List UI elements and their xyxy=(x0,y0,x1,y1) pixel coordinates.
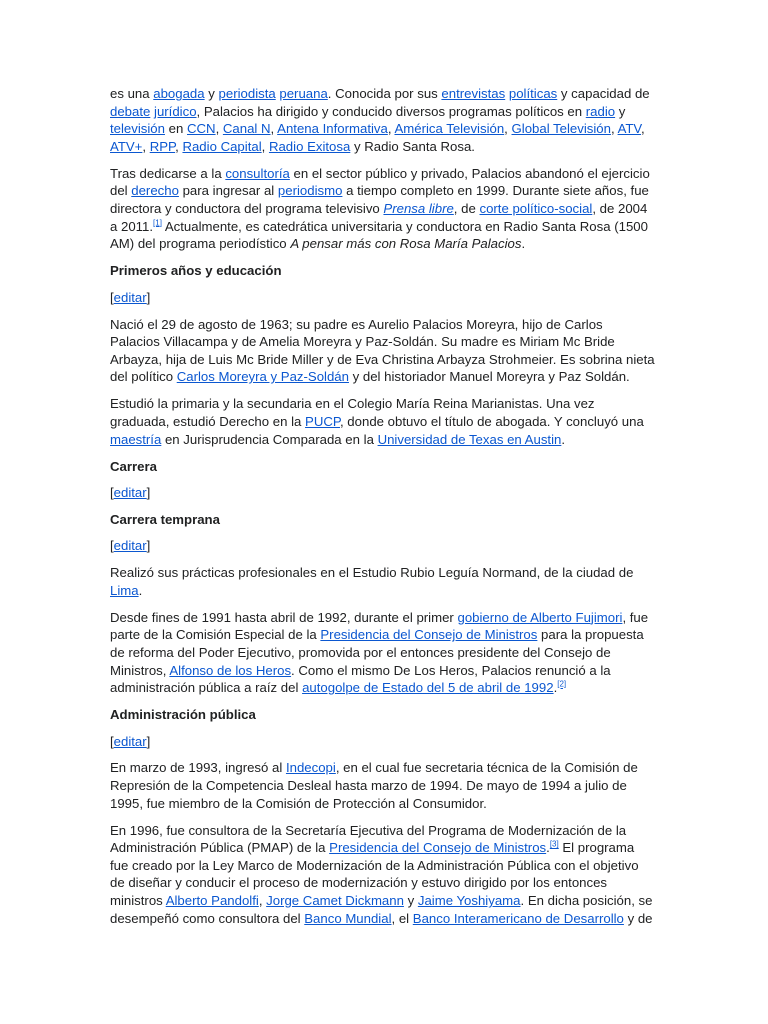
text: , xyxy=(215,121,223,137)
link-presidencia-consejo[interactable]: Presidencia del Consejo de Ministros xyxy=(320,627,538,643)
link-autogolpe[interactable]: autogolpe de Estado del 5 de abril de 1992 xyxy=(302,680,554,696)
link-politicas[interactable]: políticas xyxy=(508,86,558,101)
text: , en el cual fue secretaria técnica de la Comisión de Represión de la Competencia Desleal hasta marzo de 1994. De mayo de 1994 a julio de 1995, fue miembro de la Comisión de Protección al Consumidor. xyxy=(110,760,638,811)
text: para la propuesta de reforma del Poder Ejecutivo, promovida por el entonces presidente del Consejo de Ministros, xyxy=(110,627,644,678)
edit-link[interactable]: editar xyxy=(113,289,147,305)
text: Estudió la primaria y la secundaria en el Colegio María Reina Marianistas. Una vez graduada, estudió Derecho en la xyxy=(110,396,595,429)
text: . En dicha posición, se desempeñó como consultora del xyxy=(110,893,653,926)
link-global-television[interactable]: Global Televisión xyxy=(511,121,611,137)
text: . xyxy=(553,680,558,696)
career-summary-paragraph xyxy=(110,165,656,253)
link-atv[interactable]: ATV xyxy=(617,121,642,137)
section-heading-carrera: Carrera xyxy=(110,458,157,474)
text: y xyxy=(615,103,626,119)
reference-link[interactable]: [3] xyxy=(549,839,559,849)
text: En marzo de 1993, ingresó al xyxy=(110,760,286,776)
text: , xyxy=(387,121,395,137)
edit-link[interactable]: editar xyxy=(113,733,147,749)
program-title: A pensar más con Rosa María Palacios xyxy=(290,236,522,252)
section-heading-primeros-anos: Primeros años y educación xyxy=(110,263,282,279)
text: , xyxy=(175,138,183,154)
text: El programa fue creado por la Ley Marco de Modernización de la Administración Pública con el objetivo de diseñar y conducir el proceso de modernización y estuvo dirigido por los entonces ministros xyxy=(110,840,639,909)
edit-link[interactable]: editar xyxy=(113,485,147,501)
bracket: [ xyxy=(110,733,114,749)
link-abogada[interactable]: abogada xyxy=(153,86,205,101)
link-periodismo[interactable]: periodismo xyxy=(277,183,343,199)
link-consultoria[interactable]: consultoría xyxy=(225,165,290,181)
section-heading-carrera-temprana: Carrera temprana xyxy=(110,511,220,527)
link-entrevistas[interactable]: entrevistas xyxy=(441,86,506,101)
link-carlos-moreyra[interactable]: Carlos Moreyra y Paz-Soldán xyxy=(176,369,349,385)
link-debate[interactable]: debate xyxy=(110,103,151,119)
text: y Radio Santa Rosa. xyxy=(350,138,475,154)
education-paragraph xyxy=(110,395,656,448)
practices-paragraph xyxy=(110,564,656,599)
text: En 1996, fue consultora de la Secretaría Ejecutiva del Programa de Modernización de la Administración Pública (PMAP) de la xyxy=(110,822,627,856)
text: es una xyxy=(110,86,154,101)
text: , de 2004 a 2011. xyxy=(110,201,648,234)
text: . Conocida por sus xyxy=(327,86,442,101)
edit-section-carrera-temprana xyxy=(110,537,656,555)
link-antena-informativa[interactable]: Antena Informativa xyxy=(277,121,388,137)
link-rpp[interactable]: RPP xyxy=(149,138,176,154)
link-banco-mundial[interactable]: Banco Mundial xyxy=(304,910,392,926)
link-presidencia-consejo-2[interactable]: Presidencia del Consejo de Ministros xyxy=(329,840,547,856)
reference-link[interactable]: [2] xyxy=(557,679,567,689)
commission-paragraph xyxy=(110,609,656,697)
text: . xyxy=(546,840,550,856)
link-bid[interactable]: Banco Interamericano de Desarrollo xyxy=(412,910,624,926)
text: . xyxy=(561,431,566,447)
bracket: ] xyxy=(146,538,151,554)
link-atv-plus[interactable]: ATV+ xyxy=(110,138,143,154)
edit-section-primeros xyxy=(110,289,656,307)
bracket: ] xyxy=(146,289,151,305)
birth-paragraph xyxy=(110,316,656,386)
text: , xyxy=(610,121,618,137)
text: y capacidad de xyxy=(557,86,650,101)
text: , el xyxy=(391,910,413,926)
text: , fue parte de la Comisión Especial de la xyxy=(110,609,649,643)
link-peruana[interactable]: peruana xyxy=(279,86,328,101)
link-universidad-texas[interactable]: Universidad de Texas en Austin xyxy=(377,431,562,447)
indecopi-paragraph xyxy=(110,759,656,812)
link-derecho[interactable]: derecho xyxy=(131,183,179,199)
text: en xyxy=(164,121,187,137)
bracket: ] xyxy=(146,485,151,501)
text: , de xyxy=(453,201,480,217)
link-jorge-camet[interactable]: Jorge Camet Dickmann xyxy=(266,893,404,909)
link-prensa-libre[interactable]: Prensa libre xyxy=(383,201,454,217)
text: , xyxy=(270,121,278,137)
text: , xyxy=(142,138,150,154)
bracket: ] xyxy=(146,733,151,749)
text: Desde fines de 1991 hasta abril de 1992, durante el primer xyxy=(110,609,458,625)
reference-link[interactable]: [1] xyxy=(153,218,162,228)
reference-1 xyxy=(153,218,162,227)
edit-link[interactable]: editar xyxy=(113,538,147,554)
text: Nació el 29 de agosto de 1963; su padre es Aurelio Palacios Moreyra, hijo de Carlos Palacios Villacampa y de Amelia Moreyra y Paz-Soldán. Su madre es Miriam Mc Bride Arbayza, hija de Luis Mc Bride Miller y de Eva Christina Arbayza Strohmeier. Es sobrina nieta del político xyxy=(110,316,655,385)
link-maestria[interactable]: maestría xyxy=(110,431,162,447)
link-radio[interactable]: radio xyxy=(585,103,616,119)
text: y del historiador Manuel Moreyra y Paz Soldán. xyxy=(348,369,630,385)
text: , xyxy=(261,138,269,154)
text: . xyxy=(521,236,526,252)
link-jaime-yoshiyama[interactable]: Jaime Yoshiyama xyxy=(417,893,521,909)
link-pucp[interactable]: PUCP xyxy=(305,414,340,429)
text: y de xyxy=(623,910,653,926)
pmap-paragraph xyxy=(110,822,656,928)
text: Actualmente, es catedrática universitaria y conductora en Radio Santa Rosa (1500 AM) del programa periodístico xyxy=(110,218,648,252)
intro-paragraph xyxy=(110,85,656,155)
link-juridico[interactable]: jurídico xyxy=(154,103,197,119)
link-america-television[interactable]: América Televisión xyxy=(394,121,505,137)
text: , Palacios ha dirigido y conducido diversos programas políticos en xyxy=(196,103,586,119)
link-gobierno-fujimori[interactable]: gobierno de Alberto Fujimori xyxy=(457,609,623,625)
text: . xyxy=(138,582,143,598)
link-radio-capital[interactable]: Radio Capital xyxy=(182,138,262,154)
text: Realizó sus prácticas profesionales en el Estudio Rubio Leguía Normand, de la ciudad de xyxy=(110,565,634,581)
text: para ingresar al xyxy=(178,183,278,199)
edit-section-administracion xyxy=(110,733,656,751)
link-alberto-pandolfi[interactable]: Alberto Pandolfi xyxy=(165,893,259,909)
reference-3 xyxy=(550,840,559,849)
bracket: [ xyxy=(110,538,114,554)
text: , donde obtuvo el título de abogada. Y concluyó una xyxy=(339,414,644,429)
text: en el sector público y privado, Palacios abandonó el ejercicio del xyxy=(110,165,650,199)
link-radio-exitosa[interactable]: Radio Exitosa xyxy=(268,138,351,154)
link-ccn[interactable]: CCN xyxy=(186,121,216,137)
text: , xyxy=(641,121,645,137)
link-corte-politico-social[interactable]: corte político-social xyxy=(479,201,593,217)
text: en Jurisprudencia Comparada en la xyxy=(161,431,378,447)
bracket: [ xyxy=(110,289,114,305)
text: a tiempo completo en 1999. Durante siete años, fue directora y conductora del programa televisivo xyxy=(110,183,649,217)
text: , xyxy=(258,893,267,909)
text: , xyxy=(504,121,512,137)
link-indecopi[interactable]: Indecopi xyxy=(285,760,336,776)
bracket: [ xyxy=(110,485,114,501)
text: . Como el mismo De Los Heros, Palacios renunció a la administración pública a raíz del xyxy=(110,662,611,696)
link-lima[interactable]: Lima xyxy=(110,582,139,598)
text: Tras dedicarse a la xyxy=(110,165,226,181)
link-periodista[interactable]: periodista xyxy=(218,86,276,101)
text: y xyxy=(403,893,418,909)
link-television[interactable]: televisión xyxy=(110,121,165,137)
text: y xyxy=(204,86,219,101)
section-heading-administracion: Administración pública xyxy=(110,707,256,723)
reference-2 xyxy=(557,680,566,689)
edit-section-carrera xyxy=(110,484,656,502)
link-alfonso-heros[interactable]: Alfonso de los Heros xyxy=(169,662,292,678)
link-canal-n[interactable]: Canal N xyxy=(222,121,271,137)
